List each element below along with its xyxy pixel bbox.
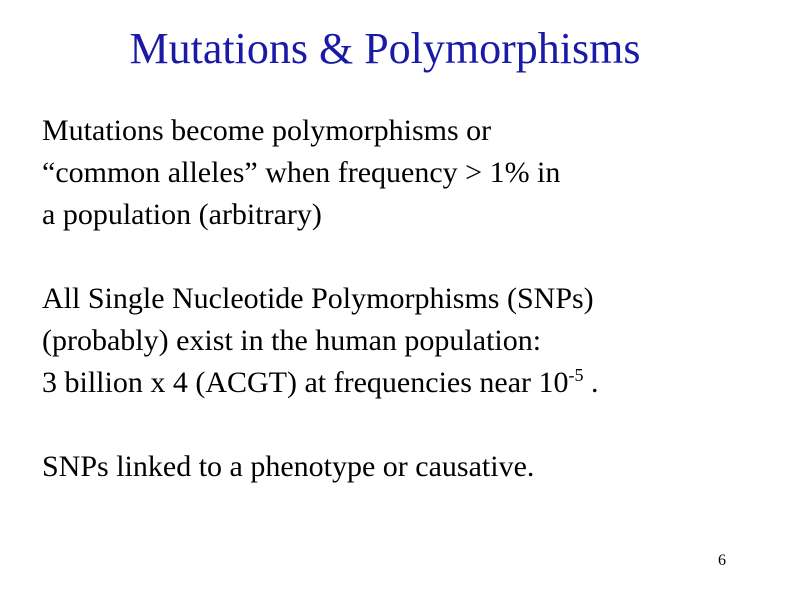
text-line: a population (arbitrary) xyxy=(42,198,322,231)
slide-body xyxy=(42,110,782,488)
paragraph-polymorphism-definition xyxy=(42,110,782,236)
formula-suffix: . xyxy=(583,366,599,399)
text-line: SNPs linked to a phenotype or causative. xyxy=(42,450,535,483)
page-number: 6 xyxy=(718,552,726,569)
text-line: “common alleles” when frequency > 1% in xyxy=(42,156,561,189)
paragraph-gap xyxy=(42,236,782,278)
formula-line xyxy=(42,362,782,404)
formula-text: 3 billion x 4 (ACGT) at frequencies near 10 xyxy=(42,366,569,399)
paragraph-snp-existence xyxy=(42,278,782,404)
paragraph-snp-phenotype xyxy=(42,446,782,488)
text-line: All Single Nucleotide Polymorphisms (SNPs) xyxy=(42,282,594,315)
slide-title: Mutations & Polymorphisms xyxy=(129,24,641,73)
paragraph-gap xyxy=(42,404,782,446)
formula-exponent: -5 xyxy=(568,365,584,385)
text-line: Mutations become polymorphisms or xyxy=(42,114,492,147)
text-line: (probably) exist in the human population: xyxy=(42,324,542,357)
